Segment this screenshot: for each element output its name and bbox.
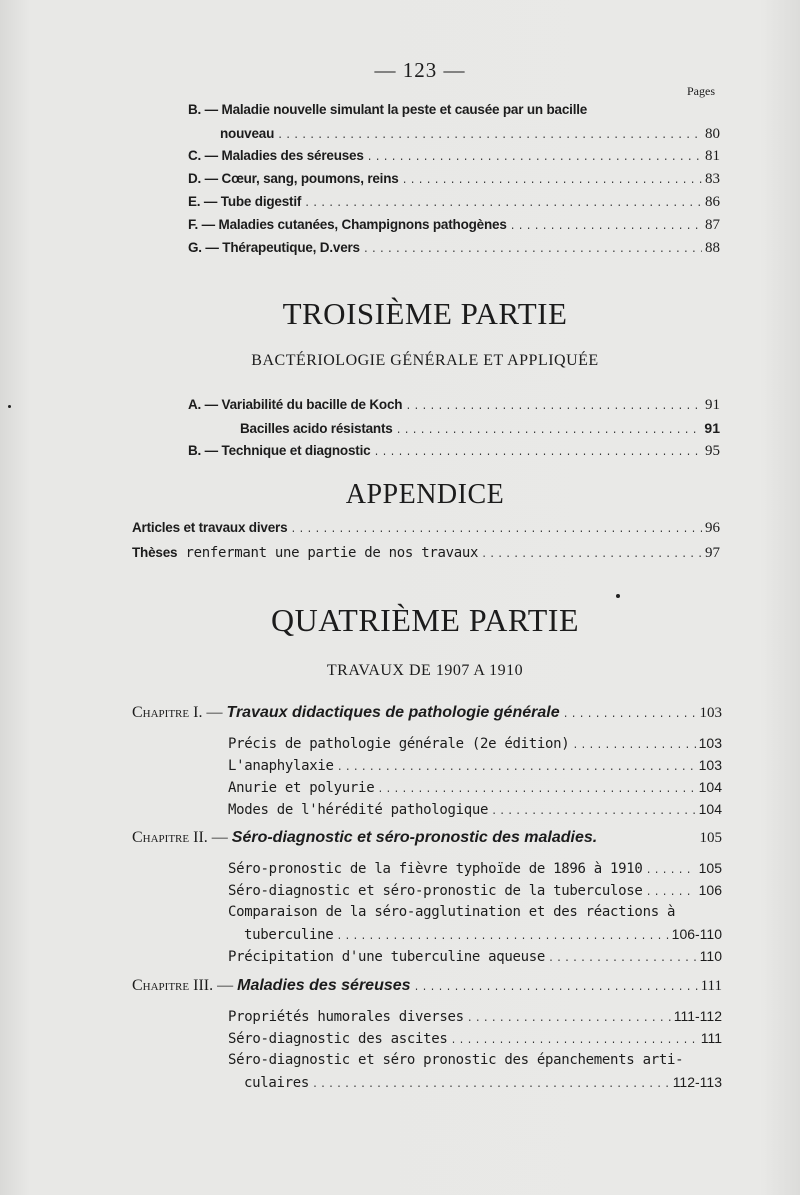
- page-number: — 123 —: [374, 58, 466, 82]
- chapter-page: 103: [699, 705, 722, 721]
- leader-dots: [646, 866, 696, 877]
- toc-entry-b-technique: [188, 443, 720, 460]
- leader-dots: [467, 1014, 671, 1025]
- item-text: Anurie et polyurie: [228, 780, 375, 796]
- chapter-page: 111: [700, 978, 722, 994]
- toc-entry-title: — Maladie nouvelle simulant la peste et causée par un bacille: [204, 102, 588, 117]
- toc-entry-f: [188, 217, 720, 234]
- toc-entry-e: [188, 194, 720, 211]
- chapter-3-item: [228, 1030, 722, 1047]
- chapter-title: Maladies des séreuses: [237, 977, 411, 994]
- item-page: 105: [698, 860, 722, 876]
- chapter-2-item: [244, 926, 722, 943]
- section-title-part3: TROISIÈME PARTIE: [282, 296, 568, 331]
- item-text: Propriétés humorales diverses: [228, 1009, 464, 1025]
- item-text: Modes de l'hérédité pathologique: [228, 802, 489, 818]
- toc-entry-title-bold: Thèses: [132, 545, 178, 560]
- toc-entry-letter: A.: [188, 397, 202, 412]
- leader-dots: [336, 932, 668, 943]
- leader-dots: [405, 402, 702, 413]
- toc-entry-title: Articles et travaux divers: [132, 520, 288, 535]
- toc-entry-d: [188, 171, 720, 188]
- chapter-2-item: [228, 860, 722, 877]
- chapter-3-item: [228, 1008, 722, 1025]
- toc-entry-title: — Maladies cutanées, Champignons pathogènes: [201, 217, 507, 232]
- item-page: 106-110: [671, 926, 722, 942]
- leader-dots: [646, 888, 696, 899]
- leader-dots: [481, 550, 702, 561]
- chapter-1-item: [228, 735, 722, 752]
- pages-column-label: Pages: [687, 84, 715, 98]
- chapter-title: Séro-diagnostic et séro-pronostic des maladies.: [231, 829, 598, 846]
- toc-entry-letter: C.: [188, 148, 202, 163]
- item-page: 110: [699, 948, 722, 964]
- chapter-1-item: [228, 779, 722, 796]
- toc-entry-c: [188, 148, 720, 165]
- chapter-2-item-line1: Comparaison de la séro-agglutination et des réactions à: [228, 904, 676, 920]
- leader-dots: [563, 710, 697, 721]
- leader-dots: [367, 153, 702, 164]
- chapter-3-heading: [132, 977, 722, 995]
- toc-entry-page: 80: [705, 126, 720, 142]
- section-subtitle-part4: TRAVAUX DE 1907 A 1910: [326, 662, 524, 679]
- item-text: Précis de pathologie générale (2e édition): [228, 736, 570, 752]
- item-text: Séro-diagnostic et séro-pronostic de la tuberculose: [228, 883, 643, 899]
- chapter-prefix: Chapitre III. —: [132, 977, 234, 994]
- item-text: L'anaphylaxie: [228, 758, 334, 774]
- toc-entry-title: — Cœur, sang, poumons, reins: [204, 171, 399, 186]
- toc-entry-letter: B.: [188, 102, 202, 117]
- section-title-appendix: APPENDICE: [345, 479, 505, 510]
- leader-dots: [396, 426, 702, 437]
- chapter-2-item: [228, 948, 722, 965]
- chapter-2-item: [228, 882, 722, 899]
- chapter-page: 105: [699, 830, 722, 846]
- leader-dots: [373, 448, 702, 459]
- chapter-prefix: Chapitre I. —: [132, 704, 223, 721]
- leader-dots: [312, 1080, 670, 1091]
- leader-dots: [450, 1036, 697, 1047]
- toc-entry-letter: D.: [188, 171, 202, 186]
- item-page: 103: [698, 735, 722, 751]
- leader-dots: [337, 763, 696, 774]
- chapter-3-item-line1: Séro-diagnostic et séro pronostic des épanchements arti-: [228, 1052, 684, 1068]
- leader-dots: [277, 131, 702, 142]
- leader-dots: [304, 199, 702, 210]
- item-text: Séro-diagnostic des ascites: [228, 1031, 448, 1047]
- item-page: 104: [698, 801, 722, 817]
- item-text: Séro-pronostic de la fièvre typhoïde de 1896 à 1910: [228, 861, 643, 877]
- toc-entry-letter: G.: [188, 240, 202, 255]
- item-text: culaires: [244, 1075, 310, 1091]
- item-page: 103: [698, 757, 722, 773]
- chapter-prefix: Chapitre II. —: [132, 829, 228, 846]
- toc-entry-letter: B.: [188, 443, 202, 458]
- section-subtitle-part3: BACTÉRIOLOGIE GÉNÉRALE ET APPLIQUÉE: [251, 352, 599, 369]
- toc-entry-a: [188, 397, 720, 414]
- item-text: Précipitation d'une tuberculine aqueuse: [228, 949, 546, 965]
- toc-entry-theses: [132, 544, 720, 562]
- leader-dots: [491, 807, 696, 818]
- toc-entry-page: 95: [705, 443, 720, 459]
- toc-entry-page: 86: [705, 194, 720, 210]
- leader-dots: [402, 176, 702, 187]
- toc-entry-page: 96: [705, 520, 720, 536]
- chapter-1-heading: [132, 704, 722, 722]
- toc-entry-page: 91: [704, 420, 720, 436]
- toc-entry-title: — Technique et diagnostic: [204, 443, 371, 458]
- toc-entry-title: — Maladies des séreuses: [204, 148, 364, 163]
- ink-speck: [8, 405, 11, 408]
- chapter-3-item: [244, 1074, 722, 1091]
- toc-entry-page: 91: [705, 397, 720, 413]
- item-text: tuberculine: [244, 927, 334, 943]
- toc-entry-page: 81: [705, 148, 720, 164]
- toc-entry-b-line1: [188, 102, 587, 117]
- toc-entry-title: renfermant une partie de nos travaux: [177, 545, 479, 561]
- toc-entry-title: nouveau: [220, 126, 275, 141]
- leader-dots: [414, 983, 698, 994]
- toc-entry-page: 97: [705, 545, 720, 561]
- item-page: 104: [698, 779, 722, 795]
- toc-entry-letter: E.: [188, 194, 201, 209]
- toc-entry-b-line2: [220, 126, 720, 143]
- toc-entry-articles: [132, 520, 720, 537]
- toc-entry-g: [188, 240, 720, 257]
- chapter-2-heading: [132, 829, 722, 847]
- toc-entry-page: 83: [705, 171, 720, 187]
- toc-entry-title: — Tube digestif: [203, 194, 302, 209]
- toc-entry-acid-resistant: [240, 420, 720, 437]
- leader-dots: [377, 785, 695, 796]
- toc-entry-letter: F.: [188, 217, 199, 232]
- toc-entry-title: Bacilles acido résistants: [240, 421, 393, 436]
- item-page: 112-113: [672, 1074, 722, 1090]
- item-page: 106: [698, 882, 722, 898]
- chapter-1-item: [228, 757, 722, 774]
- chapter-title: Travaux didactiques de pathologie générale: [226, 704, 560, 721]
- ink-speck: [616, 594, 620, 598]
- item-page: 111: [700, 1030, 722, 1046]
- toc-entry-title: — Variabilité du bacille de Koch: [204, 397, 403, 412]
- section-title-part4: QUATRIÈME PARTIE: [270, 602, 579, 638]
- leader-dots: [290, 525, 702, 536]
- toc-entry-page: 88: [705, 240, 720, 256]
- leader-dots: [572, 741, 695, 752]
- item-page: 111-112: [673, 1008, 722, 1024]
- leader-dots: [363, 245, 702, 256]
- chapter-1-item: [228, 801, 722, 818]
- toc-entry-title: — Thérapeutique, D.vers: [205, 240, 360, 255]
- leader-dots: [548, 954, 697, 965]
- toc-entry-page: 87: [705, 217, 720, 233]
- leader-dots: [510, 222, 702, 233]
